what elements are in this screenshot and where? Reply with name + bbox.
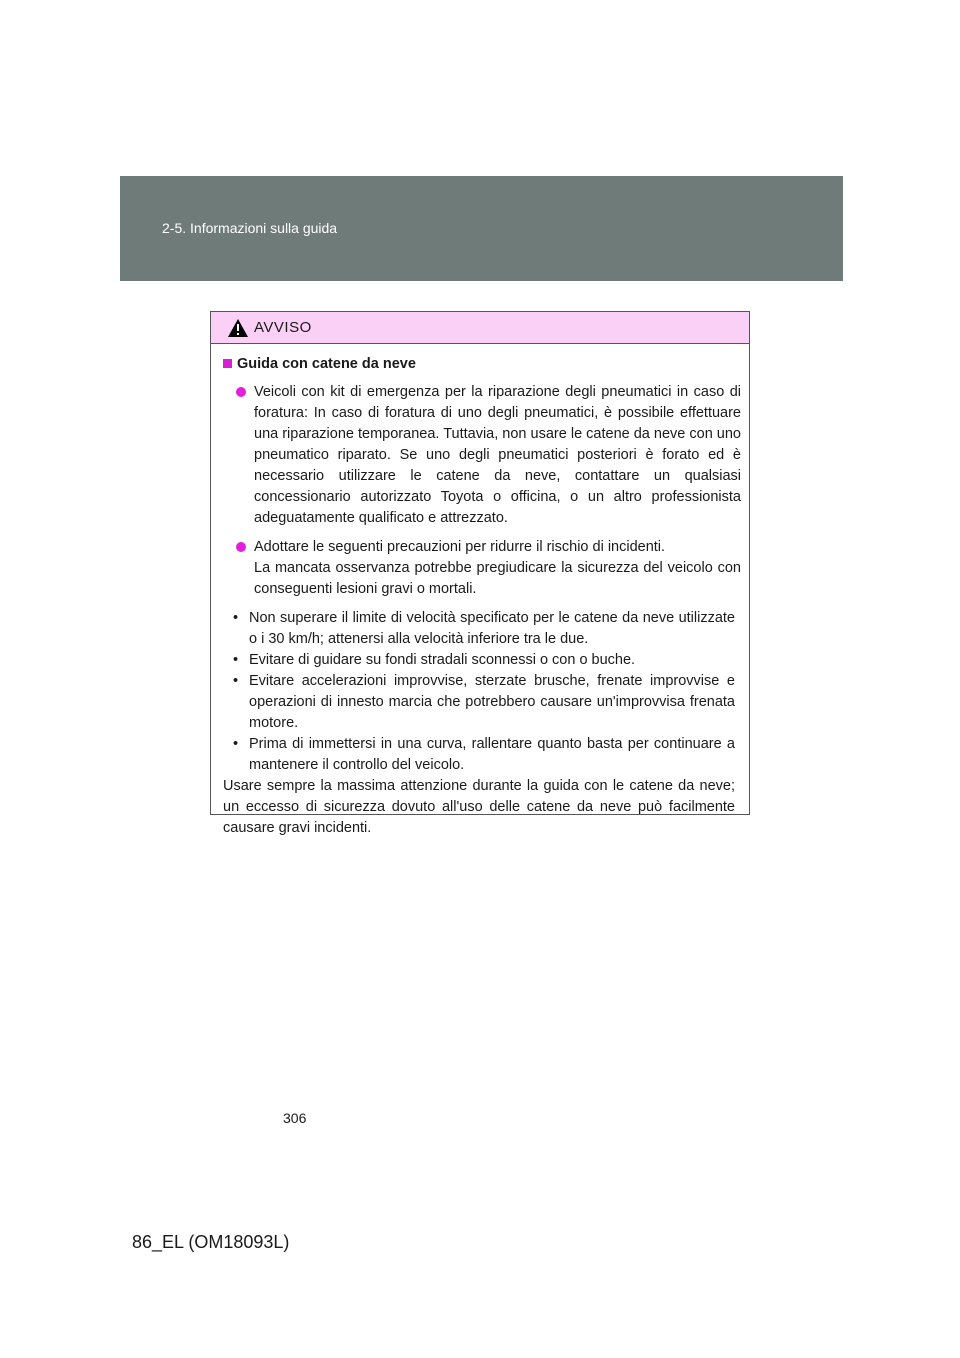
- warning-box: [210, 311, 750, 836]
- section-header-band: [120, 176, 843, 281]
- list-item-text: Non superare il limite di velocità specificato per le catene da neve utilizzate o i 30 km/h; attenersi alla velocità inferiore tra le due.: [249, 610, 735, 647]
- square-bullet-icon: [223, 359, 232, 368]
- bullet-item: [236, 382, 741, 529]
- subheading-text: Guida con catene da neve: [237, 356, 416, 372]
- precaution-list: [223, 608, 741, 839]
- list-item: [229, 671, 735, 734]
- list-bullet: •: [233, 652, 239, 668]
- bullet-item: [236, 537, 741, 600]
- warning-triangle-icon: [227, 318, 249, 338]
- list-item-text: Evitare accelerazioni improvvise, sterzate brusche, frenate improvvise e operazioni di innesto marcia che potrebbero causare un'improvvisa frenata motore.: [249, 673, 735, 731]
- list-item: [229, 734, 735, 776]
- warning-subheading: [223, 354, 741, 375]
- list-item-text: Evitare di guidare su fondi stradali sconnessi o con o buche.: [249, 652, 636, 668]
- bullet-text: Veicoli con kit di emergenza per la riparazione degli pneumatici in caso di foratura: In caso di foratura di uno degli pneumatici, è possibile effettuare una riparazione temporanea. Tuttavia, non usare le catene da neve con uno pneumatico riparato. Se uno degli pneumatici posteriori è forato ed è necessario utilizzare le catene da neve, contattare un qualsiasi concessionario autorizzato Toyota o officina, o un altro professionista adeguatamente qualificato e attrezzato.: [254, 384, 741, 526]
- round-bullet-icon: [236, 542, 246, 552]
- list-item-text: Prima di immettersi in una curva, rallentare quanto basta per continuare a mantenere il controllo del veicolo.: [249, 736, 735, 773]
- document-code: 86_EL (OM18093L): [132, 1232, 290, 1252]
- list-item: [229, 608, 735, 650]
- warning-label: AVVISO: [254, 319, 312, 336]
- round-bullet-icon: [236, 387, 246, 397]
- list-bullet: •: [233, 736, 239, 752]
- list-bullet: •: [233, 610, 239, 626]
- list-bullet: •: [233, 673, 239, 689]
- warning-body: [211, 344, 749, 839]
- warning-header: [211, 312, 749, 344]
- section-title: 2-5. Informazioni sulla guida: [162, 220, 338, 236]
- bullet-text: La mancata osservanza potrebbe pregiudicare la sicurezza del veicolo con conseguenti lesioni gravi o mortali.: [254, 560, 741, 597]
- closing-paragraph: Usare sempre la massima attenzione durante la guida con le catene da neve; un eccesso di sicurezza dovuto all'uso delle catene da neve può facilmente causare gravi incidenti.: [223, 778, 735, 836]
- page-number: 306: [283, 1110, 307, 1126]
- list-item: [229, 650, 735, 671]
- bullet-text: Adottare le seguenti precauzioni per ridurre il rischio di incidenti.: [254, 539, 666, 555]
